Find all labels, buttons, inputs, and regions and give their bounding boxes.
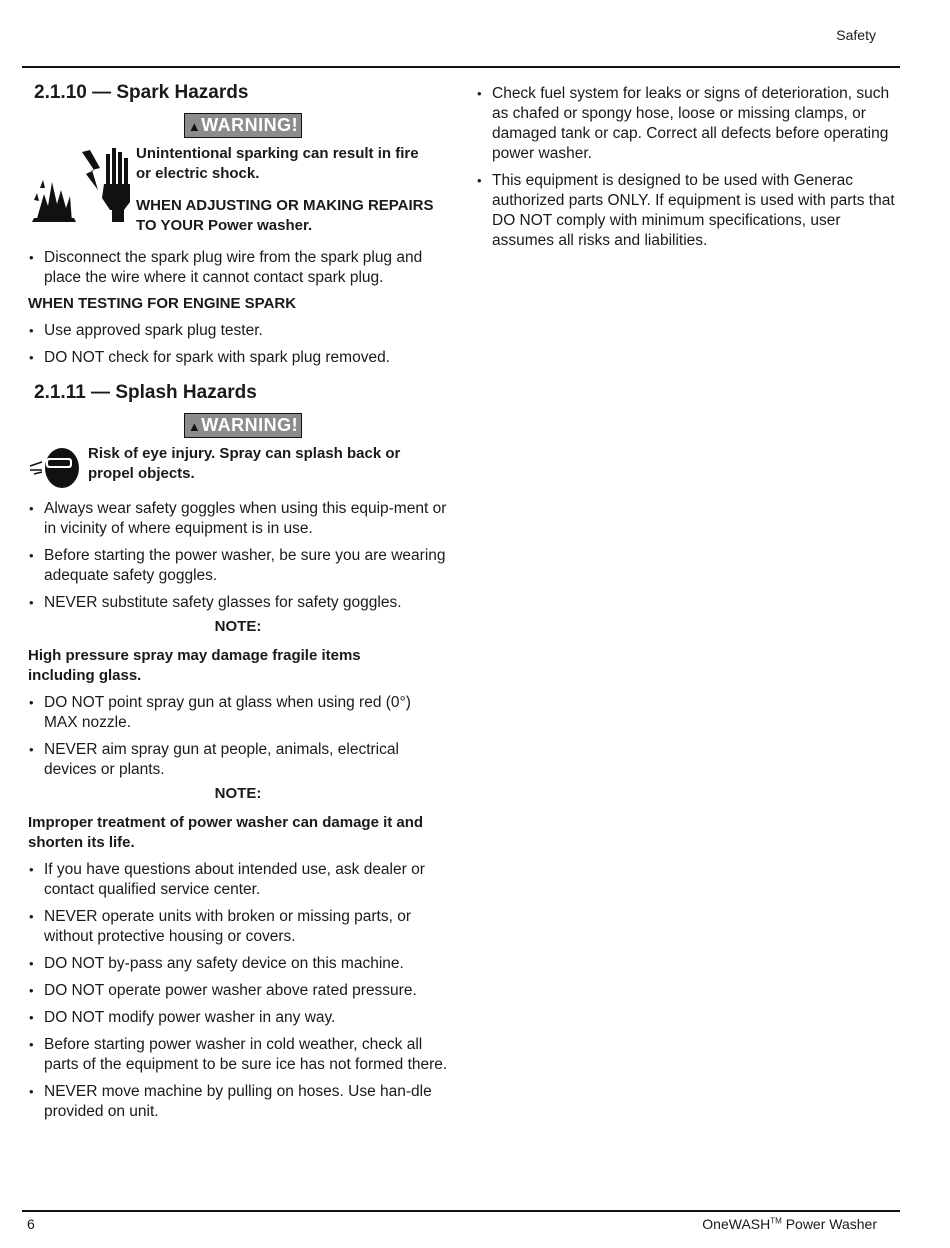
- list-item: • DO NOT modify power washer in any way.: [28, 1008, 448, 1028]
- product-name: OneWASH™ Power Washer: [702, 1216, 877, 1232]
- list-item: • DO NOT point spray gun at glass when using red (0°) MAX nozzle.: [28, 693, 448, 733]
- list-item: • NEVER substitute safety glasses for safety goggles.: [28, 593, 448, 613]
- list-item: • DO NOT check for spark with spark plug removed.: [28, 348, 448, 368]
- note-text: Improper treatment of power washer can damage it and shorten its life.: [28, 814, 424, 851]
- list-item: • Disconnect the spark plug wire from the spark plug and place the wire where it cannot contact spark plug.: [28, 248, 448, 288]
- splash-warning-block: [28, 444, 448, 490]
- warning-triangle-icon: ▲: [187, 119, 202, 134]
- list-item: • Before starting the power washer, be sure you are wearing adequate safety goggles.: [28, 546, 448, 586]
- safety-goggles-icon: [28, 444, 80, 490]
- spark-warning-line1: Unintentional sparking can result in fire or electric shock.: [136, 145, 419, 182]
- spark-warning-badge: ▲WARNING!: [184, 113, 302, 138]
- engine-spark-subheading: WHEN TESTING FOR ENGINE SPARK: [28, 295, 297, 312]
- note-text: High pressure spray may damage fragile items including glass.: [28, 647, 361, 684]
- list-item: • NEVER aim spray gun at people, animals, electrical devices or plants.: [28, 740, 448, 780]
- electric-shock-hand-icon: [80, 144, 132, 224]
- right-bullet-list: [476, 84, 896, 251]
- spark-warning-line2: WHEN ADJUSTING OR MAKING REPAIRS TO YOUR Power washer.: [136, 197, 434, 234]
- splash-warning-label-wrap: [28, 413, 448, 438]
- note2-bullet-list: [28, 860, 448, 1122]
- spark-warning-text: [136, 144, 436, 236]
- spark-warning-block: [28, 144, 448, 238]
- splash-icon-wrap: [28, 444, 88, 490]
- list-item: • Check fuel system for leaks or signs of deterioration, such as chafed or spongy hose, loose or missing clamps, or damaged tank or cap. Correct all defects before operating power washer.: [476, 84, 896, 164]
- spark-icons: [28, 144, 136, 238]
- left-column: [28, 82, 448, 1129]
- spark-bullet-list: [28, 248, 448, 288]
- splash-warning-text: Risk of eye injury. Spray can splash back or propel objects.: [88, 445, 401, 482]
- page-number: 6: [27, 1216, 35, 1232]
- splash-warning-badge: ▲WARNING!: [184, 413, 302, 438]
- note-label: NOTE:: [214, 785, 262, 802]
- header-rule: [22, 66, 900, 68]
- list-item: • NEVER operate units with broken or missing parts, or without protective housing or covers.: [28, 907, 448, 947]
- spark-hazards-title: 2.1.10 — Spark Hazards: [34, 82, 249, 103]
- list-item: • Always wear safety goggles when using this equip-ment or in vicinity of where equipment is in use.: [28, 499, 448, 539]
- list-item: • If you have questions about intended use, ask dealer or contact qualified service center.: [28, 860, 448, 900]
- section-header: Safety: [836, 27, 876, 43]
- spark-warning-label-wrap: [28, 113, 448, 138]
- spark-test-bullet-list: [28, 321, 448, 368]
- right-column: [476, 84, 896, 258]
- list-item: • Use approved spark plug tester.: [28, 321, 448, 341]
- note1-bullet-list: [28, 693, 448, 780]
- list-item: • NEVER move machine by pulling on hoses. Use han-dle provided on unit.: [28, 1082, 448, 1122]
- splash-bullet-list: [28, 499, 448, 613]
- splash-hazards-title: 2.1.11 — Splash Hazards: [34, 382, 257, 403]
- list-item: • DO NOT by-pass any safety device on this machine.: [28, 954, 448, 974]
- note-label: NOTE:: [214, 618, 262, 635]
- list-item: • Before starting power washer in cold weather, check all parts of the equipment to be sure ice has not formed there.: [28, 1035, 448, 1075]
- fire-icon: [30, 174, 78, 224]
- list-item: • DO NOT operate power washer above rated pressure.: [28, 981, 448, 1001]
- warning-triangle-icon: ▲: [187, 419, 202, 434]
- footer-rule: [22, 1210, 900, 1212]
- list-item: • This equipment is designed to be used with Generac authorized parts ONLY. If equipment is used with parts that DO NOT comply with minimum specifications, user assumes all risks and liabilities.: [476, 171, 896, 251]
